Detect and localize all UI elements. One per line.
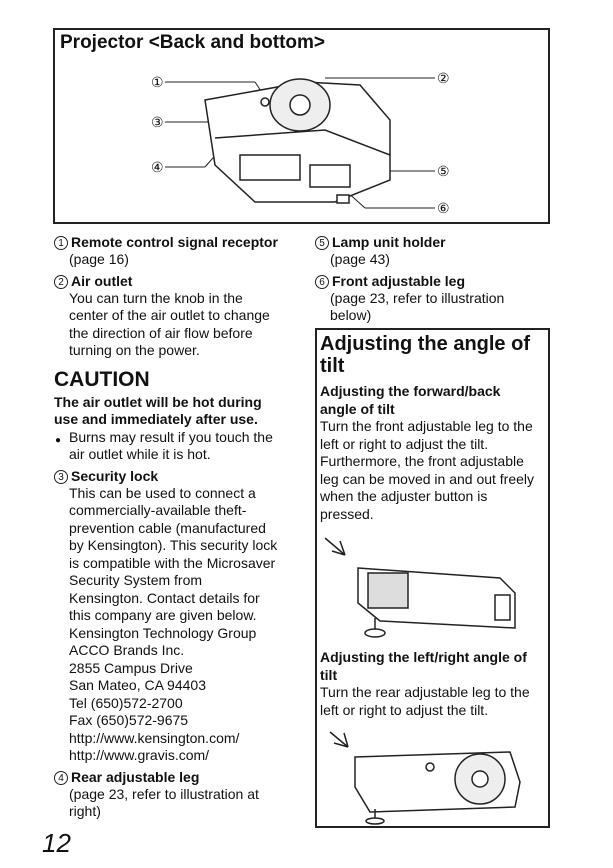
caution-bullet: ● Burns may result if you touch the air outlet while it is hot. bbox=[54, 429, 299, 464]
item-1-heading: 1 Remote control signal receptor bbox=[54, 234, 299, 251]
callout-3: ③ bbox=[151, 114, 164, 130]
projector-bottom-illustration bbox=[55, 30, 548, 222]
item-2-body: You can turn the knob in the center of the air outlet to change the direction of air flow before turning on the power. bbox=[69, 289, 270, 358]
kensington-link: http://www.kensington.com/ bbox=[69, 729, 240, 746]
item-6-body: (page 23, refer to illustration below) bbox=[330, 289, 505, 323]
item-2-heading: 2 Air outlet bbox=[54, 273, 299, 290]
front-leg-illustration bbox=[320, 533, 545, 643]
left-right-heading: Adjusting the left/right angle of tilt bbox=[320, 649, 527, 683]
forward-back-heading: Adjusting the forward/back angle of tilt bbox=[320, 383, 501, 417]
callout-4: ④ bbox=[151, 159, 164, 175]
right-column bbox=[315, 234, 550, 325]
page-number: 12 bbox=[42, 828, 71, 858]
item-3-body: This can be used to connect a commercially-available theft- prevention cable (manufactured by Kensington). This security lock is compatible with the Microsaver Security System from Kensington. Contact details for this company are given below. Kensington Technology Group ACCO Brands Inc. 2855 Campus Drive San Mateo, CA 94403 Tel (650)572-2700 Fax (650)572-9675 http://www.kensington.com/ http://www.gravis.com/ bbox=[54, 485, 299, 765]
left-column bbox=[54, 234, 299, 821]
item-1-body: (page 16) bbox=[69, 251, 129, 267]
item-5-body: (page 43) bbox=[330, 251, 390, 267]
caution-warning: The air outlet will be hot during use and immediately after use. bbox=[54, 393, 262, 427]
item-6-heading: 6 Front adjustable leg bbox=[315, 273, 550, 290]
tilt-title: Adjusting the angle of tilt bbox=[320, 333, 530, 377]
caution-title: CAUTION bbox=[54, 367, 150, 391]
item-5-heading: 5 Lamp unit holder bbox=[315, 234, 550, 251]
item-3-heading: 3 Security lock bbox=[54, 468, 299, 485]
figure-box bbox=[53, 28, 550, 224]
item-4-heading: 4 Rear adjustable leg bbox=[54, 769, 299, 786]
page-title: Projector <Back and bottom> bbox=[60, 32, 326, 53]
forward-back-body: Turn the front adjustable leg to the left or right to adjust the tilt. Furthermore, the front adjustable leg can be moved in and out freely when the adjuster button is pressed. bbox=[320, 418, 535, 522]
callout-5: ⑤ bbox=[437, 163, 450, 179]
left-right-body: Turn the rear adjustable leg to the left or right to adjust the tilt. bbox=[320, 684, 530, 718]
gravis-link: http://www.gravis.com/ bbox=[69, 747, 210, 763]
item-4-body: (page 23, refer to illustration at right) bbox=[69, 785, 259, 819]
tilt-section bbox=[315, 328, 550, 828]
callout-6: ⑥ bbox=[437, 200, 450, 216]
callout-1: ① bbox=[151, 74, 164, 90]
callout-2: ② bbox=[437, 70, 450, 86]
rear-leg-illustration bbox=[320, 727, 545, 827]
